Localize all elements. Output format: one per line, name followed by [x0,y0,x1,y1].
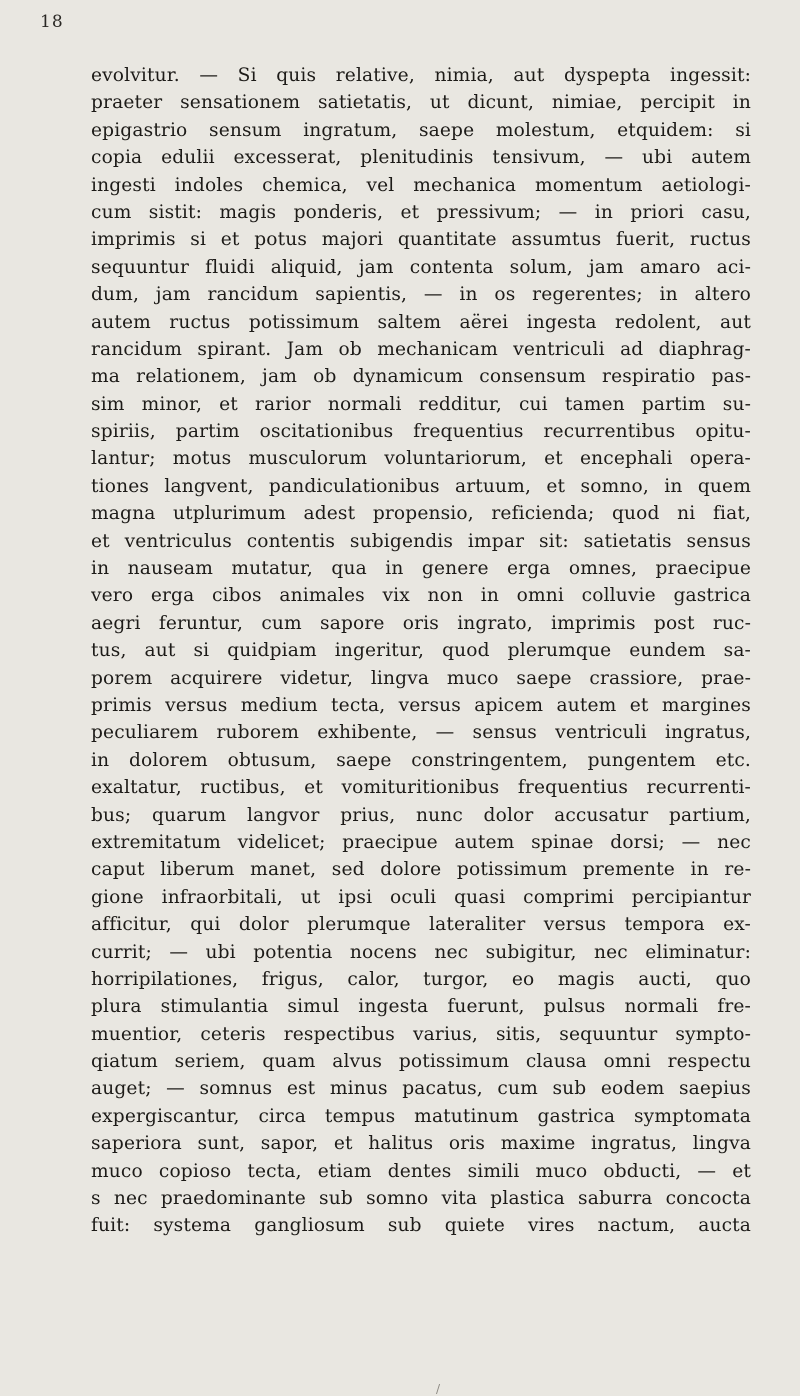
text-line: auget; — somnus est minus pacatus, cum sub eodem saepius [91,1078,751,1100]
text-line: s nec praedominante sub somno vita plastica saburra concocta [91,1188,751,1210]
text-line: ma relationem, jam ob dynamicum consensum respiratio pas- [91,366,751,388]
text-line: epigastrio sensum ingratum, saepe molestum, etquidem: si [91,119,751,141]
text-line: horripilationes, frigus, calor, turgor, eo magis aucti, quo [91,968,751,990]
text-line: fuit: systema gangliosum sub quiete vires nactum, aucta [91,1215,751,1237]
text-line: muentior, ceteris respectibus varius, sitis, sequuntur sympto- [91,1023,751,1045]
text-line: et ventriculus contentis subigendis impar sit: satietatis sensus [91,530,751,552]
text-line: lantur; motus musculorum voluntariorum, et encephali opera- [91,448,751,470]
text-line: exaltatur, ructibus, et vomituritionibus frequentius recurrenti- [91,777,751,799]
text-line: qiatum seriem, quam alvus potissimum clausa omni respectu [91,1051,751,1073]
text-line: sim minor, et rarior normali redditur, cui tamen partim su- [91,393,751,415]
text-line: evolvitur. — Si quis relative, nimia, aut dyspepta ingessit: [91,65,751,86]
text-line: caput liberum manet, sed dolore potissimum premente in re- [91,859,751,881]
text-line: autem ructus potissimum saltem aërei ingesta redolent, aut [91,311,751,333]
text-line: tiones langvent, pandiculationibus artuum, et somno, in quem [91,475,751,497]
text-line: ingesti indoles chemica, vel mechanica momentum aetiologi- [91,174,751,196]
text-line: cum sistit: magis ponderis, et pressivum; — in priori casu, [91,201,751,223]
text-line: rancidum spirant. Jam ob mechanicam ventriculi ad diaphrag- [91,338,751,360]
text-line: imprimis si et potus majori quantitate assumtus fuerit, ructus [91,229,751,251]
text-line: magna utplurimum adest propensio, reficienda; quod ni fiat, [91,503,751,525]
text-line: tus, aut si quidpiam ingeritur, quod plerumque eundem sa- [91,640,751,662]
text-line: vero erga cibos animales vix non in omni colluvie gastrica [91,585,751,607]
text-line: saperiora sunt, sapor, et halitus oris maxime ingratus, lingva [91,1133,751,1155]
text-line: peculiarem ruborem exhibente, — sensus ventriculi ingratus, [91,722,751,744]
text-line: dum, jam rancidum sapientis, — in os regerentes; in altero [91,284,751,306]
footer-mark: / [436,1382,441,1396]
text-line: aegri feruntur, cum sapore oris ingrato, imprimis post ruc- [91,612,751,634]
text-line: gione infraorbitali, ut ipsi oculi quasi comprimi percipiantur [91,886,751,908]
text-line: expergiscantur, circa tempus matutinum gastrica symptomata [91,1105,751,1127]
text-line: in nauseam mutatur, qua in genere erga omnes, praecipue [91,558,751,580]
text-line: sequuntur fluidi aliquid, jam contenta solum, jam amaro aci- [91,256,751,278]
page-number: 18 [40,12,64,32]
text-line: afficitur, qui dolor plerumque lateraliter versus tempora ex- [91,914,751,936]
text-line: bus; quarum langvor prius, nunc dolor accusatur partium, [91,804,751,826]
text-line: porem acquirere videtur, lingva muco saepe crassiore, prae- [91,667,751,689]
text-line: primis versus medium tecta, versus apicem autem et margines [91,694,751,716]
text-line: currit; — ubi potentia nocens nec subigitur, nec eliminatur: [91,941,751,963]
text-line: in dolorem obtusum, saepe constringentem, pungentem etc. [91,749,751,771]
text-line: copia edulii excesserat, plenitudinis tensivum, — ubi autem [91,147,751,169]
text-line: extremitatum videlicet; praecipue autem spinae dorsi; — nec [91,831,751,853]
text-line: muco copioso tecta, etiam dentes simili muco obducti, — et [91,1160,751,1182]
text-line: spiriis, partim oscitationibus frequentius recurrentibus opitu- [91,421,751,443]
text-line: praeter sensationem satietatis, ut dicunt, nimiae, percipit in [91,92,751,114]
text-line: plura stimulantia simul ingesta fuerunt, pulsus normali fre- [91,996,751,1018]
body-text [91,62,751,1240]
